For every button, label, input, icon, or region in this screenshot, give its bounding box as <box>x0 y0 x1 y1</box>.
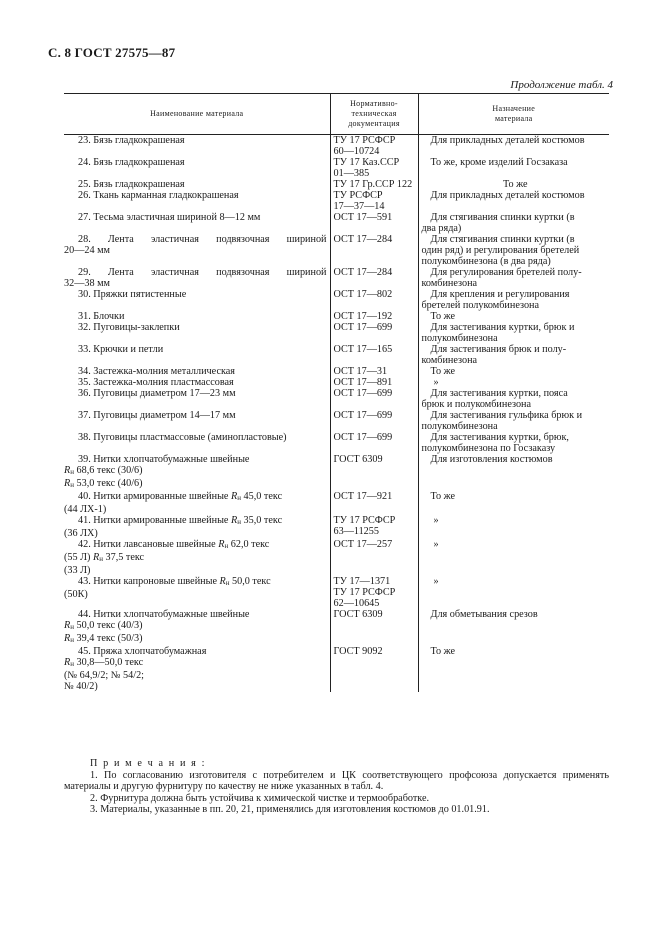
purpose-cell: То же <box>418 366 609 377</box>
material-name: 41. Нитки армированные швейные Rн 35,0 текс <box>78 515 283 526</box>
normative-doc-cell: ТУ РСФСР 17—37—14 <box>330 190 418 212</box>
purpose-cell: » <box>418 377 609 388</box>
material-name-continuation: (№ 64,9/2; № 54/2; <box>64 670 144 681</box>
table-row <box>64 366 609 377</box>
material-name-cell <box>64 377 330 388</box>
purpose-cell: Для крепления и регулирования бретелей полукомбинезона <box>418 289 609 311</box>
table-row <box>64 377 609 388</box>
material-name: 34. Застежка-молния металлическая <box>78 366 235 377</box>
table-row <box>64 646 609 692</box>
table-row <box>64 454 609 491</box>
row-number: 44. <box>78 609 91 620</box>
purpose-cell: Для обметывания срезов <box>418 609 609 646</box>
row-number: 26. <box>78 190 91 201</box>
notes-section <box>64 758 609 816</box>
row-number: 43. <box>78 576 91 587</box>
material-name-cell <box>64 646 330 692</box>
row-number: 32. <box>78 322 91 333</box>
material-name: 38. Пуговицы пластмассовые (аминопластовые) <box>78 432 287 443</box>
row-number: 36. <box>78 388 91 399</box>
column-header-normative-doc: Нормативно- техническая документация <box>330 94 418 135</box>
material-name-continuation: Rн 68,6 текс (30/6) <box>64 465 143 476</box>
table-continuation-caption: Продолжение табл. 4 <box>510 79 613 91</box>
table-row <box>64 344 609 366</box>
material-name-continuation: (50К) <box>64 589 88 600</box>
purpose-cell: То же <box>418 179 609 190</box>
table-row <box>64 388 609 410</box>
row-number: 41. <box>78 515 91 526</box>
normative-doc-cell: ОСТ 17—699 <box>330 322 418 344</box>
material-name-cell <box>64 135 330 158</box>
purpose-cell: То же <box>418 646 609 692</box>
purpose-cell: Для застегивания куртки, брюк, полукомбинезона по Госзаказу <box>418 432 609 454</box>
normative-doc-cell: ОСТ 17—921 <box>330 491 418 515</box>
page-header: С. 8 ГОСТ 27575—87 <box>48 45 176 60</box>
material-name-continuation: № 40/2) <box>64 681 98 692</box>
row-number: 25. <box>78 179 91 190</box>
material-name-continuation: (55 Л) Rн 37,5 текс <box>64 552 145 563</box>
normative-doc-cell: ОСТ 17—31 <box>330 366 418 377</box>
purpose-cell: То же, кроме изделий Госзаказа <box>418 157 609 179</box>
table-row <box>64 267 609 289</box>
purpose-cell: Для изготовления костюмов <box>418 454 609 491</box>
material-name: 37. Пуговицы диаметром 14—17 мм <box>78 410 236 421</box>
table-row <box>64 135 609 158</box>
material-name: 42. Нитки лавсановые швейные Rн 62,0 текс <box>78 539 270 550</box>
row-number: 23. <box>78 135 91 146</box>
material-name-cell <box>64 344 330 366</box>
column-header-purpose: Назначение материала <box>418 94 609 135</box>
material-name-cell <box>64 366 330 377</box>
note-item: 2. Фурнитура должна быть устойчива к химической чистке и термообработке. <box>90 792 430 804</box>
table-row <box>64 432 609 454</box>
purpose-cell: То же <box>418 311 609 322</box>
normative-doc-cell: ГОСТ 6309 <box>330 609 418 646</box>
material-name-cell <box>64 432 330 454</box>
materials-table <box>64 93 609 692</box>
material-name-cell <box>64 289 330 311</box>
material-name-continuation: (33 Л) <box>64 565 91 576</box>
table-row <box>64 609 609 646</box>
purpose-cell: Для регулирования бретелей полу- комбинезона <box>418 267 609 289</box>
normative-doc-cell: ОСТ 17—192 <box>330 311 418 322</box>
table-row <box>64 515 609 539</box>
table-row <box>64 289 609 311</box>
table-row <box>64 157 609 179</box>
column-header-material-name: Наименование материала <box>64 94 330 135</box>
material-name-cell <box>64 410 330 432</box>
material-name-continuation: (44 ЛХ-1) <box>64 504 107 515</box>
material-name: 26. Ткань карманная гладкокрашеная <box>78 190 239 201</box>
purpose-cell: » <box>418 515 609 539</box>
row-number: 28. <box>78 234 91 245</box>
material-name-continuation: 32—38 мм <box>64 278 111 289</box>
material-name-cell <box>64 515 330 539</box>
normative-doc-cell: ОСТ 17—891 <box>330 377 418 388</box>
row-number: 39. <box>78 454 91 465</box>
material-name-continuation: 20—24 мм <box>64 245 111 256</box>
material-name-continuation: Rн 53,0 текс (40/6) <box>64 478 143 489</box>
row-number: 42. <box>78 539 91 550</box>
table-row <box>64 234 609 267</box>
material-name: 25. Бязь гладкокрашеная <box>78 179 185 190</box>
material-name-cell <box>64 190 330 212</box>
normative-doc-cell: ГОСТ 6309 <box>330 454 418 491</box>
material-name: 40. Нитки армированные швейные Rн 45,0 текс <box>78 491 283 502</box>
table-row <box>64 539 609 576</box>
material-name: 33. Крючки и петли <box>78 344 164 355</box>
material-name: 32. Пуговицы-заклепки <box>78 322 180 333</box>
table-row <box>64 190 609 212</box>
table-row <box>64 576 609 609</box>
material-name-cell <box>64 576 330 609</box>
normative-doc-cell: ОСТ 17—699 <box>330 432 418 454</box>
normative-doc-cell: ОСТ 17—257 <box>330 539 418 576</box>
purpose-cell: Для стягивания спинки куртки (в два ряда) <box>418 212 609 234</box>
material-name-cell <box>64 234 330 267</box>
normative-doc-cell: ОСТ 17—802 <box>330 289 418 311</box>
normative-doc-cell: ОСТ 17—699 <box>330 388 418 410</box>
purpose-cell: Для застегивания куртки, брюк и полукомбинезона <box>418 322 609 344</box>
material-name-cell <box>64 322 330 344</box>
purpose-cell: » <box>418 539 609 576</box>
normative-doc-cell: ТУ 17 РСФСР 60—10724 <box>330 135 418 158</box>
table-row <box>64 410 609 432</box>
row-number: 30. <box>78 289 91 300</box>
normative-doc-cell: ОСТ 17—591 <box>330 212 418 234</box>
purpose-cell: То же <box>418 491 609 515</box>
table-row <box>64 212 609 234</box>
purpose-cell: » <box>418 576 609 609</box>
material-name: 45. Пряжа хлопчатобумажная <box>78 646 207 657</box>
purpose-cell: Для застегивания куртки, пояса брюк и полукомбинезона <box>418 388 609 410</box>
material-name: 29. Лента эластичная подвязочная шириной <box>78 267 327 278</box>
row-number: 31. <box>78 311 91 322</box>
purpose-cell: Для застегивания брюк и полу- комбинезона <box>418 344 609 366</box>
note-item: 3. Материалы, указанные в пп. 20, 21, применялись для изготовления костюмов до 01.01.91. <box>90 804 490 816</box>
material-name: 35. Застежка-молния пластмассовая <box>78 377 234 388</box>
material-name: 28. Лента эластичная подвязочная шириной <box>78 234 327 245</box>
material-name: 44. Нитки хлопчатобумажные швейные <box>78 609 250 620</box>
row-number: 45. <box>78 646 91 657</box>
table-body <box>64 135 609 693</box>
material-name-continuation: Rн 50,0 текс (40/3) <box>64 620 143 631</box>
normative-doc-cell: ОСТ 17—284 <box>330 267 418 289</box>
material-name-cell <box>64 311 330 322</box>
material-name: 30. Пряжки пятистенные <box>78 289 187 300</box>
material-name: 23. Бязь гладкокрашеная <box>78 135 185 146</box>
normative-doc-cell: ОСТ 17—699 <box>330 410 418 432</box>
row-number: 37. <box>78 410 91 421</box>
material-name-cell <box>64 454 330 491</box>
table-row <box>64 491 609 515</box>
notes-title: П р и м е ч а н и я : <box>90 758 207 769</box>
material-name-continuation: Rн 30,8—50,0 текс <box>64 657 144 668</box>
purpose-cell: Для застегивания гульфика брюк и полукомбинезона <box>418 410 609 432</box>
table-row <box>64 322 609 344</box>
material-name-cell <box>64 539 330 576</box>
row-number: 38. <box>78 432 91 443</box>
row-number: 24. <box>78 157 91 168</box>
table-row <box>64 311 609 322</box>
material-name-continuation: (36 ЛХ) <box>64 528 98 539</box>
purpose-cell: Для стягивания спинки куртки (в один ряд) и регулирования бретелей полукомбинезона (в два ряда) <box>418 234 609 267</box>
material-name-cell <box>64 388 330 410</box>
note-item: 1. По согласованию изготовителя с потребителем и ЦК соответствующего профсоюза допускается применять материалы и другую фурнитуру по качеству не ниже указанных в табл. 4. <box>64 769 609 793</box>
normative-doc-cell: ОСТ 17—284 <box>330 234 418 267</box>
material-name-cell <box>64 491 330 515</box>
row-number: 29. <box>78 267 91 278</box>
material-name: 39. Нитки хлопчатобумажные швейные <box>78 454 250 465</box>
table-row <box>64 179 609 190</box>
material-name-cell <box>64 609 330 646</box>
table-header-row <box>64 94 609 135</box>
material-name-continuation: Rн 39,4 текс (50/3) <box>64 633 143 644</box>
normative-doc-cell: ТУ 17 Каз.ССР 01—385 <box>330 157 418 179</box>
normative-doc-cell: ТУ 17—1371 ТУ 17 РСФСР 62—10645 <box>330 576 418 609</box>
material-name: 43. Нитки капроновые швейные Rн 50,0 текс <box>78 576 271 587</box>
material-name: 31. Блочки <box>78 311 125 322</box>
material-name: 27. Тесьма эластичная шириной 8—12 мм <box>78 212 261 223</box>
row-number: 33. <box>78 344 91 355</box>
material-name-cell <box>64 179 330 190</box>
row-number: 27. <box>78 212 91 223</box>
material-name-cell <box>64 267 330 289</box>
material-name: 24. Бязь гладкокрашеная <box>78 157 185 168</box>
material-name-cell <box>64 212 330 234</box>
normative-doc-cell: ТУ 17 Гр.ССР 122 <box>330 179 418 190</box>
normative-doc-cell: ТУ 17 РСФСР 63—11255 <box>330 515 418 539</box>
row-number: 35. <box>78 377 91 388</box>
normative-doc-cell: ОСТ 17—165 <box>330 344 418 366</box>
row-number: 40. <box>78 491 91 502</box>
purpose-cell: Для прикладных деталей костюмов <box>418 190 609 212</box>
normative-doc-cell: ГОСТ 9092 <box>330 646 418 692</box>
purpose-cell: Для прикладных деталей костюмов <box>418 135 609 158</box>
material-name: 36. Пуговицы диаметром 17—23 мм <box>78 388 236 399</box>
row-number: 34. <box>78 366 91 377</box>
material-name-cell <box>64 157 330 179</box>
